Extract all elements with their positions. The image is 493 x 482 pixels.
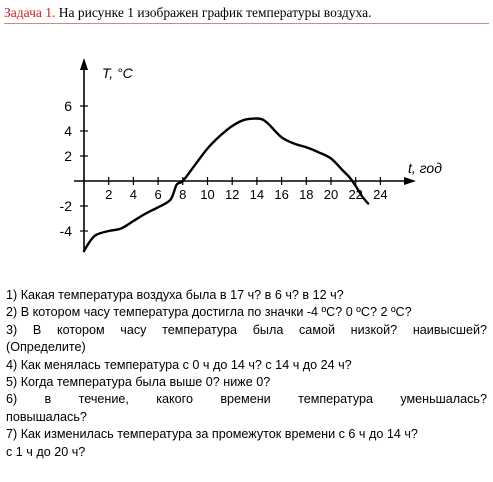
y-tick-label: 6 bbox=[64, 98, 72, 114]
y-tick-label: 2 bbox=[64, 148, 72, 164]
temperature-chart bbox=[0, 20, 493, 285]
question-6-cont: повышалась? bbox=[6, 409, 87, 424]
question-3-note: (Определите) bbox=[6, 340, 86, 355]
question-3: 3) В котором часу температура была самой низкой? наивысшей? bbox=[6, 322, 487, 337]
x-tick-label: 12 bbox=[224, 187, 240, 202]
x-axis-label: t, год bbox=[408, 160, 442, 176]
x-tick-label: 4 bbox=[129, 187, 138, 202]
question-4: 4) Как менялась температура с 0 ч до 14 ч? с 14 ч до 24 ч? bbox=[6, 357, 352, 372]
question-2: 2) В котором часу температура достигла по значки -4 ºС? 0 ºС? 2 ºС? bbox=[6, 305, 412, 320]
questions-list bbox=[6, 287, 487, 461]
x-tick-label: 24 bbox=[373, 187, 388, 202]
question-5: 5) Когда температура была выше 0? ниже 0? bbox=[6, 375, 271, 390]
y-axis-arrow bbox=[80, 58, 88, 70]
x-tick-label: 16 bbox=[274, 187, 289, 202]
x-tick-label: 10 bbox=[200, 187, 215, 202]
axis-ticks bbox=[80, 106, 380, 231]
x-tick-label: 6 bbox=[154, 187, 162, 202]
question-6: 6) в течение, какого времени температура уменьшалась? bbox=[6, 392, 487, 407]
x-tick-label: 8 bbox=[179, 187, 187, 202]
question-7: 7) Как изменилась температура за промежуток времени с 6 ч до 14 ч? bbox=[6, 427, 418, 442]
question-1: 1) Какая температура воздуха была в 17 ч? в 6 ч? в 12 ч? bbox=[6, 288, 344, 302]
temperature-points bbox=[83, 117, 369, 252]
y-tick-label: -2 bbox=[59, 198, 72, 214]
tick-labels bbox=[60, 98, 388, 239]
chart-axes bbox=[74, 58, 416, 252]
y-axis-label: T, °C bbox=[102, 65, 133, 81]
task-label: Задача 1. bbox=[4, 5, 56, 20]
y-tick-label: -4 bbox=[59, 223, 72, 239]
x-axis-arrow bbox=[404, 177, 416, 185]
x-tick-label: 14 bbox=[249, 187, 265, 202]
temperature-line bbox=[84, 119, 368, 252]
x-tick-label: 18 bbox=[299, 187, 314, 202]
task-text: На рисунке 1 изображен график температуры воздуха. bbox=[55, 5, 372, 20]
x-tick-label: 22 bbox=[348, 187, 363, 202]
y-tick-label: 4 bbox=[64, 123, 72, 139]
question-7-cont: с 1 ч до 20 ч? bbox=[6, 444, 86, 459]
x-tick-label: 20 bbox=[323, 187, 339, 202]
x-tick-label: 2 bbox=[105, 187, 113, 202]
